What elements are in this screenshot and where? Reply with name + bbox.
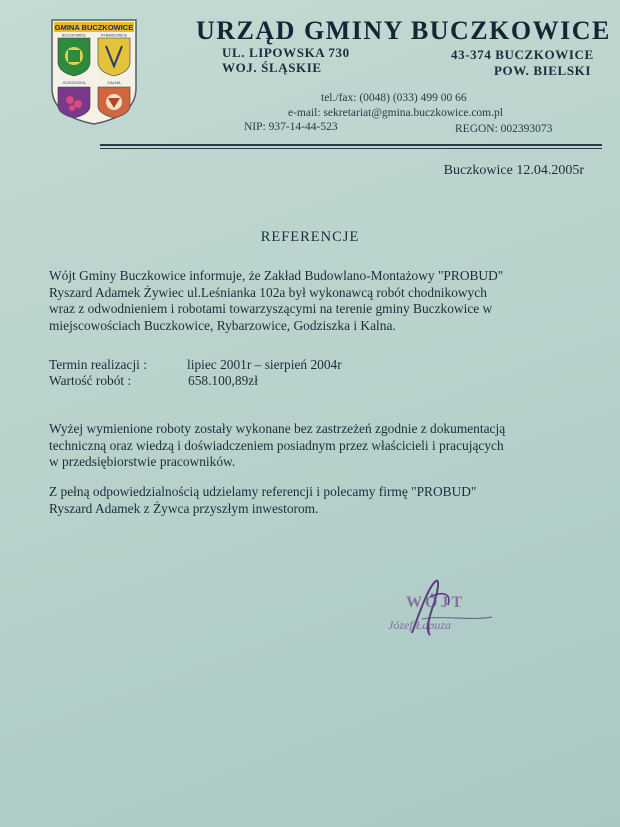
term-value: lipiec 2001r – sierpień 2004r: [187, 357, 342, 372]
paragraph-line: wraz z odwodnieniem i robotami towarzyszącymi na terenie gminy Buczkowice w: [49, 301, 493, 316]
letter-date: Buczkowice 12.04.2005r: [443, 163, 584, 178]
crest-emblem-icon: [50, 18, 138, 126]
value-row: [49, 373, 258, 389]
letter-heading: REFERENCJE: [260, 229, 360, 245]
body-paragraph-1: [49, 268, 583, 334]
term-row: [49, 357, 342, 373]
contact-email: e-mail: sekretariat@gmina.buczkowice.com.pl: [288, 107, 503, 119]
crest-shield-label-1: BUCZKOWICE: [62, 33, 86, 38]
signature-name: Józef Łapuza: [388, 618, 451, 632]
paragraph-line: w przedsiębiorstwie pracowników.: [49, 454, 236, 469]
value-amount: 658.100,89zł: [188, 373, 258, 388]
address-postal: 43-374 BUCZKOWICE: [451, 47, 594, 62]
paragraph-line: Ryszard Adamek z Żywca przyszłym inwestorom.: [49, 500, 319, 516]
crest-shield-label-3: GODZISZKA: [62, 80, 86, 85]
value-label: Wartość robót :: [49, 373, 132, 388]
municipality-crest: [50, 18, 138, 126]
crest-shield-label-2: RYBARZOWICE: [101, 33, 127, 38]
paragraph-line: techniczną oraz wiedzą i doświadczeniem posiadnym przez właścicieli i pracujących: [49, 437, 504, 453]
paragraph-line: Ryszard Adamek Żywiec ul.Leśnianka 102a był wykonawcą robót chodnikowych: [49, 284, 487, 300]
signature-icon: [382, 575, 522, 650]
address-street: UL. LIPOWSKA 730: [222, 45, 350, 60]
crest-shield-label-4: KALNA: [107, 80, 121, 85]
crest-label: GMINA BUCZKOWICE: [54, 23, 134, 32]
contact-phone: tel./fax: (0048) (033) 499 00 66: [321, 92, 467, 104]
contact-regon: REGON: 002393073: [455, 123, 553, 135]
body-paragraph-3: [49, 484, 583, 517]
address-voivodeship: WOJ. ŚLĄSKIE: [222, 60, 322, 75]
letterhead-title: URZĄD GMINY BUCZKOWICE: [196, 16, 611, 45]
paragraph-line: Wyżej wymienione roboty zostały wykonane bez zastrzeżeń zgodnie z dokumentacją: [49, 421, 506, 436]
signature-block: [382, 575, 522, 650]
term-label: Termin realizacji :: [49, 357, 147, 372]
body-paragraph-2: [49, 421, 583, 471]
signature-stamp: WÓJT: [406, 594, 466, 611]
paragraph-line: Z pełną odpowiedzialnością udzielamy referencji i polecamy firmę "PROBUD": [49, 484, 477, 499]
contact-nip: NIP: 937-14-44-523: [244, 121, 338, 133]
header-divider: [100, 144, 602, 149]
paragraph-line: Wójt Gminy Buczkowice informuje, że Zakład Budowlano-Montażowy "PROBUD": [49, 268, 504, 283]
paragraph-line: miejscowościach Buczkowice, Rybarzowice, Godziszka i Kalna.: [49, 317, 396, 333]
address-county: POW. BIELSKI: [494, 63, 592, 78]
